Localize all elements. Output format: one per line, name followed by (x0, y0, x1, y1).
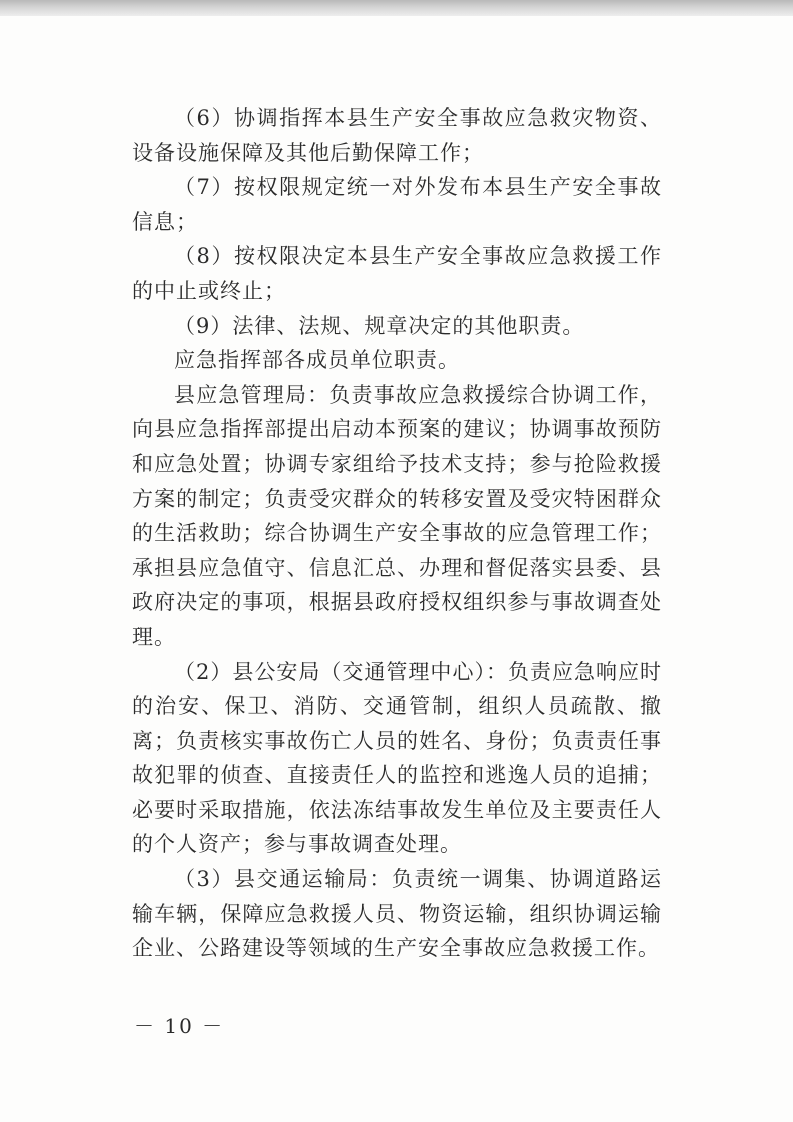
paragraph-9: （9）法律、法规、规章决定的其他职责。 (174, 313, 585, 338)
section-heading: 应急指挥部各成员单位职责。 (174, 348, 460, 373)
paragraph-7: （7）按权限规定统一对外发布本县生产安全事故信息； (132, 175, 662, 234)
scan-edge (0, 0, 793, 16)
paragraph-6: （6）协调指挥本县生产安全事故应急救灾物资、设备设施保障及其他后勤保障工作； (132, 106, 662, 165)
paragraph-transport: （3）县交通运输局：负责统一调集、协调道路运输车辆，保障应急救援人员、物资运输，组织协调运输企业、公路建设等领域的生产安全事故应急救援工作。 (132, 867, 662, 961)
paragraph-8: （8）按权限决定本县生产安全事故应急救援工作的中止或终止； (132, 244, 662, 303)
document-body (132, 101, 662, 966)
paragraph-public-security: （2）县公安局（交通管理中心）：负责应急响应时的治安、保卫、消防、交通管制，组织人员疏散、撤离；负责核实事故伤亡人员的姓名、身份；负责责任事故犯罪的侦查、直接责任人的监控和逃逸人员的追捕；必要时采取措施，依法冻结事故发生单位及主要责任人的个人资产；参与事故调查处理。 (132, 659, 662, 857)
paragraph-emergency-bureau: 县应急管理局：负责事故应急救援综合协调工作，向县应急指挥部提出启动本预案的建议；协调事故预防和应急处置；协调专家组给予技术支持；参与抢险救援方案的制定；负责受灾群众的转移安置及受灾特困群众的生活救助；综合协调生产安全事故的应急管理工作；承担县应急值守、信息汇总、办理和督促落实县委、县政府决定的事项，根据县政府授权组织参与事故调查处理。 (132, 382, 662, 649)
page-number: － 10 － (134, 1014, 225, 1038)
